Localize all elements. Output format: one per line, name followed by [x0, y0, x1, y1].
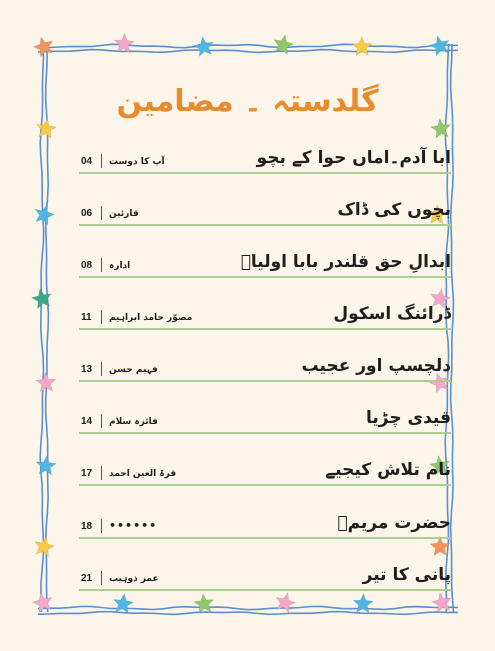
entry-separator — [101, 466, 102, 480]
entry-separator — [101, 414, 102, 428]
page-title: گلدستہ ۔ مضامین — [116, 84, 379, 119]
entry-title: نام تلاش کیجیے — [325, 460, 451, 480]
star-icon — [194, 37, 214, 57]
star-icon — [114, 34, 134, 53]
entry-rule — [79, 276, 451, 278]
star-icon — [33, 593, 52, 613]
entry-author: قارئین — [109, 209, 139, 219]
star-icon — [35, 205, 54, 225]
star-icon — [353, 594, 373, 613]
star-icon — [276, 593, 295, 613]
entry-rule — [79, 537, 451, 539]
contents-entry — [79, 144, 451, 174]
entry-page-number: 18 — [81, 521, 93, 532]
star-icon — [36, 456, 56, 476]
entry-page-number: 14 — [81, 416, 93, 427]
entry-separator — [101, 154, 102, 168]
entry-separator — [101, 206, 102, 220]
star-icon — [194, 594, 214, 614]
entry-title: پانی کا تیر — [362, 565, 451, 585]
entry-rule — [79, 484, 451, 486]
entry-author: قرۃ العین احمد — [109, 469, 177, 479]
star-icon — [431, 119, 451, 139]
entry-rule — [79, 172, 451, 174]
contents-entry — [79, 509, 451, 539]
entry-rule — [79, 589, 451, 591]
contents-entry — [79, 352, 451, 382]
border-line — [38, 50, 458, 53]
entry-author: مصوّر حامد ابراہیم — [109, 313, 193, 323]
entry-author: •••••• — [109, 519, 158, 532]
entry-title: ابدالِ حق قلندر بابا اولیاؒ — [240, 252, 451, 272]
entry-author: عمر ذوہیب — [109, 574, 159, 584]
border-line — [38, 44, 458, 47]
entry-title: ابا آدم۔اماں حوا کے بچو — [256, 148, 451, 168]
entry-author: فہیم حسن — [109, 365, 158, 375]
entry-page-number: 13 — [81, 364, 93, 375]
entry-rule — [79, 224, 451, 226]
entry-page-number: 08 — [81, 260, 93, 271]
entry-author: فائزہ سلام — [109, 417, 158, 427]
entry-rule — [79, 380, 451, 382]
entry-title: قیدی چڑیا — [366, 408, 451, 428]
contents-entry — [79, 300, 451, 330]
entry-separator — [101, 519, 102, 533]
entry-title: ڈرائنگ اسکول — [333, 304, 451, 324]
border-line — [38, 612, 458, 615]
entry-rule — [79, 432, 451, 434]
entry-page-number: 11 — [81, 312, 92, 323]
entry-rule — [79, 328, 451, 330]
contents-entry — [79, 196, 451, 226]
contents-entry — [79, 456, 451, 486]
contents-entry — [79, 404, 451, 434]
entry-author: آپ کا دوست — [109, 157, 165, 167]
entry-separator — [101, 258, 102, 272]
entry-separator — [101, 362, 102, 376]
star-icon — [114, 594, 134, 614]
contents-entry — [79, 248, 451, 278]
star-icon — [37, 119, 57, 139]
star-icon — [432, 593, 452, 613]
entry-separator — [101, 310, 102, 324]
entry-title: بچوں کی ڈاک — [337, 200, 451, 220]
entry-separator — [101, 571, 102, 585]
entry-page-number: 21 — [81, 573, 93, 584]
entry-title: حضرت مریمؑ — [337, 513, 451, 533]
border-line — [38, 606, 458, 609]
star-icon — [352, 37, 372, 56]
entry-page-number: 04 — [81, 156, 93, 167]
border-line — [451, 44, 454, 612]
contents-entry — [79, 561, 451, 591]
entry-author: ادارہ — [109, 261, 131, 271]
entry-title: دلچسپ اور عجیب — [301, 356, 451, 376]
entry-page-number: 06 — [81, 208, 93, 219]
entry-page-number: 17 — [81, 468, 93, 479]
star-icon — [35, 537, 55, 557]
